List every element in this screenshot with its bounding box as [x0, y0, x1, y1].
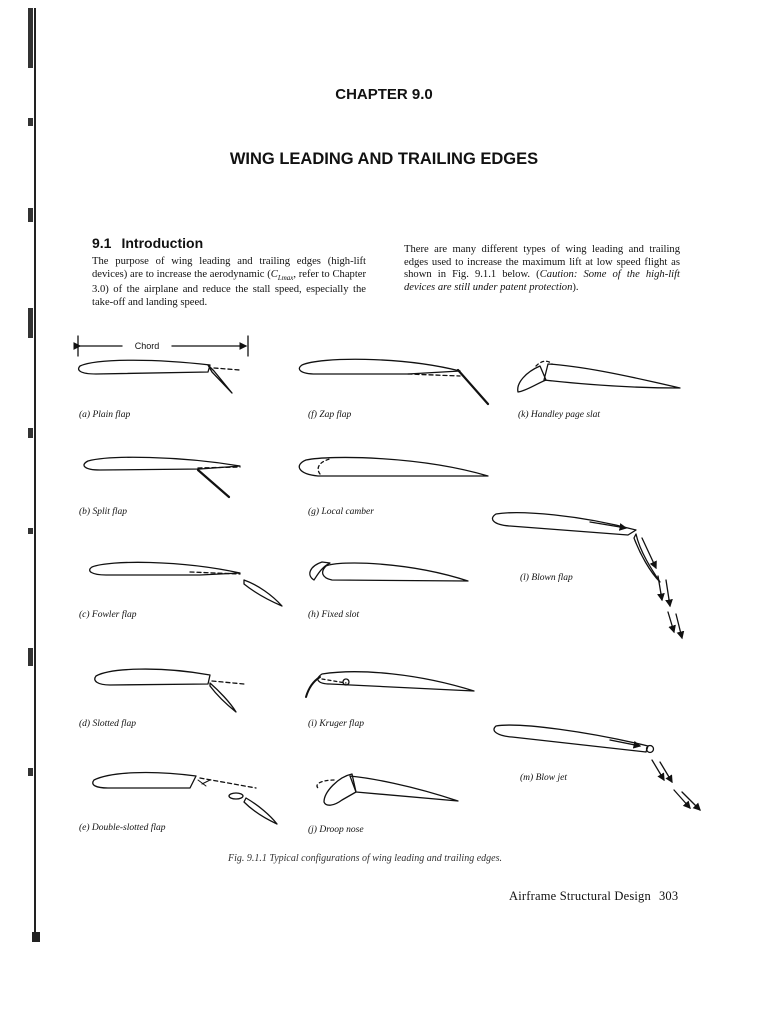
label-blown-flap: (l) Blown flap — [520, 573, 573, 583]
cl-subscript: Lmax — [277, 273, 294, 282]
intro-text-part: , refer to Chapter 3.0) of the airplane and reduce the stall speed, especially the take-off and landing speed. — [92, 268, 367, 308]
label-kruger-flap: (i) Kruger flap — [308, 719, 364, 729]
kruger-flap-drawing — [306, 672, 474, 697]
intro-text-part: There are many different types of wing leading and trailing edges used to increase the maximum lift at low speed flight as shown in Fig. 9.1.1 below. ( — [404, 244, 680, 281]
zap-flap-drawing — [299, 359, 488, 404]
figure-caption: Fig. 9.1.1 Typical configurations of wing leading and trailing edges. — [228, 853, 502, 864]
label-double-slotted-flap: (e) Double-slotted flap — [79, 823, 166, 833]
plain-flap-drawing — [78, 336, 248, 393]
fixed-slot-drawing — [310, 562, 468, 581]
double-slotted-flap-drawing — [93, 773, 277, 824]
page-title: WING LEADING AND TRAILING EDGES — [229, 150, 539, 168]
label-droop-nose: (j) Droop nose — [308, 825, 364, 835]
label-plain-flap: (a) Plain flap — [79, 410, 131, 420]
page-number: 303 — [658, 889, 679, 903]
caution-note: Caution: Some of the high-lift devices are still under patent protection — [404, 269, 680, 293]
label-fowler-flap: (c) Fowler flap — [79, 610, 137, 620]
label-blow-jet: (m) Blow jet — [520, 773, 567, 783]
label-local-camber: (g) Local camber — [308, 507, 374, 517]
cl-symbol: C — [270, 268, 278, 280]
label-fixed-slot: (h) Fixed slot — [308, 610, 360, 620]
fowler-flap-drawing — [90, 562, 282, 606]
split-flap-drawing — [84, 457, 240, 497]
section-title: Introduction — [121, 235, 204, 251]
label-slotted-flap: (d) Slotted flap — [79, 719, 136, 729]
intro-text-part: The purpose of wing leading and trailing edges (high-lift devices) are to increase the aerodynamic ( — [92, 256, 366, 280]
chapter-heading: CHAPTER 9.0 — [335, 86, 433, 103]
intro-text-part: ). — [572, 281, 579, 293]
chord-label: Chord — [134, 341, 160, 351]
blow-jet-drawing — [494, 725, 700, 810]
section-number: 9.1 — [92, 235, 112, 251]
label-split-flap: (b) Split flap — [79, 507, 128, 517]
local-camber-drawing — [299, 457, 488, 476]
book-title: Airframe Structural Design — [509, 889, 651, 903]
slotted-flap-drawing — [95, 669, 244, 712]
droop-nose-drawing — [317, 774, 458, 805]
handley-page-slat-drawing — [518, 361, 680, 392]
label-zap-flap: (f) Zap flap — [308, 410, 352, 420]
label-handley-page-slat: (k) Handley page slat — [518, 410, 601, 420]
page-footer — [509, 889, 678, 904]
